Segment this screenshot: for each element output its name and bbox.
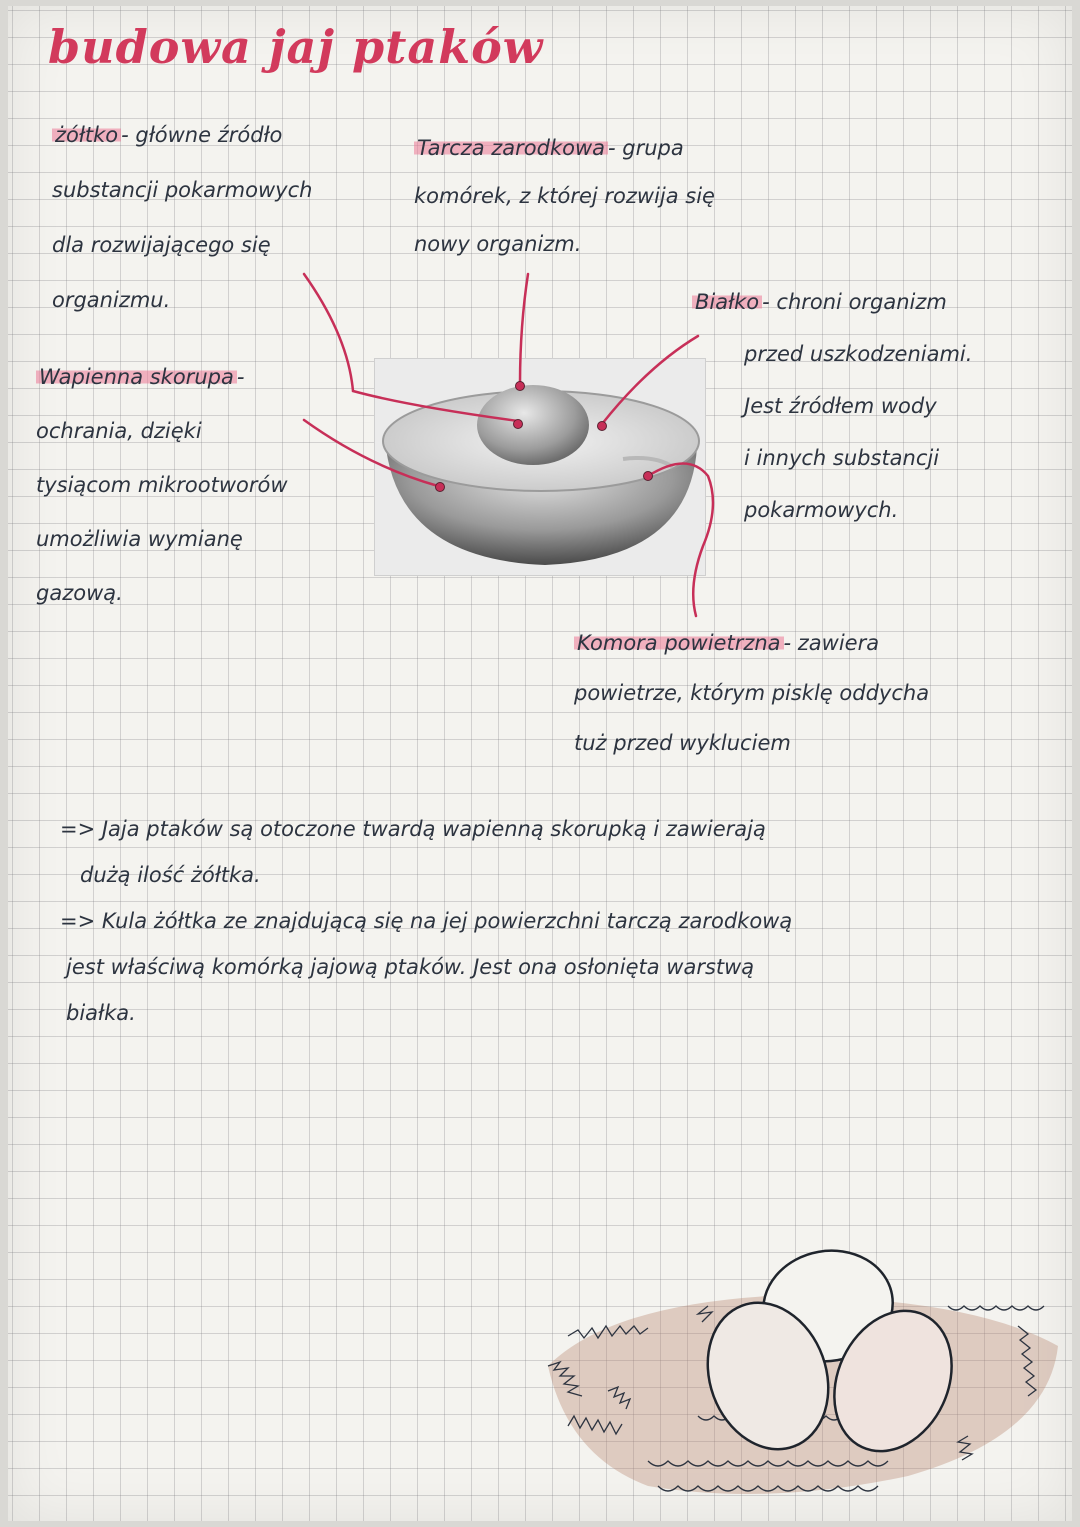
tarcza-line-3: nowy organizm. <box>414 232 582 256</box>
zoltko-line-3: dla rozwijającego się <box>52 233 271 257</box>
term-skorupa: Wapienna skorupa <box>36 365 237 389</box>
term-tarcza: Tarcza zarodkowa <box>414 136 608 160</box>
bialko-line-4: i innych substancji <box>744 446 940 470</box>
label-skorupa <box>36 350 288 620</box>
conclusion-line-2: dużą ilość żółtka. <box>80 863 261 887</box>
zoltko-line-2: substancji pokarmowych <box>52 178 313 202</box>
conclusion-line-4: jest właściwą komórką jajową ptaków. Jest ona osłonięta warstwą <box>66 955 755 979</box>
skorupa-line-3: tysiącom mikrootworów <box>36 473 288 497</box>
bialko-line-2: przed uszkodzeniami. <box>744 342 973 366</box>
conclusion-line-5: białka. <box>66 1001 136 1025</box>
conclusions <box>60 806 792 1036</box>
zoltko-line-4: organizmu. <box>52 288 171 312</box>
skorupa-line-2: ochrania, dzięki <box>36 419 202 443</box>
bialko-line-1: - chroni organizm <box>762 290 947 314</box>
label-komora <box>574 618 929 768</box>
egg-cross-section-photo <box>374 358 706 576</box>
page-title: budowa jaj ptaków <box>48 20 544 74</box>
komora-line-1: - zawiera <box>783 631 880 655</box>
term-zoltko: żółtko <box>52 123 121 147</box>
tarcza-line-2: komórek, z której rozwija się <box>414 184 715 208</box>
egg-right <box>812 1292 973 1471</box>
komora-line-3: tuż przed wykluciem <box>574 731 791 755</box>
notebook-page <box>8 6 1072 1521</box>
egg-back <box>754 1241 901 1372</box>
komora-line-2: powietrze, którym pisklę oddycha <box>574 681 930 705</box>
bialko-line-5: pokarmowych. <box>744 498 899 522</box>
skorupa-line-4: umożliwia wymianę <box>36 527 243 551</box>
label-bialko <box>692 276 972 536</box>
zoltko-line-1: - główne źródło <box>121 123 283 147</box>
egg-left <box>688 1286 848 1467</box>
term-komora: Komora powietrzna <box>574 631 784 655</box>
egg-cross-section-illustration <box>375 359 705 575</box>
skorupa-line-5: gazową. <box>36 581 123 605</box>
label-zoltko <box>52 108 312 328</box>
conclusion-line-1: => Jaja ptaków są otoczone twardą wapienną skorupką i zawierają <box>60 817 766 841</box>
skorupa-line-1: - <box>236 365 245 389</box>
label-tarcza <box>414 124 715 268</box>
nest <box>548 1241 1058 1494</box>
conclusion-line-3: => Kula żółtka ze znajdującą się na jej powierzchni tarczą zarodkową <box>60 909 793 933</box>
tarcza-line-1: - grupa <box>608 136 684 160</box>
term-bialko: Białko <box>692 290 762 314</box>
bialko-line-3: Jest źródłem wody <box>744 394 937 418</box>
